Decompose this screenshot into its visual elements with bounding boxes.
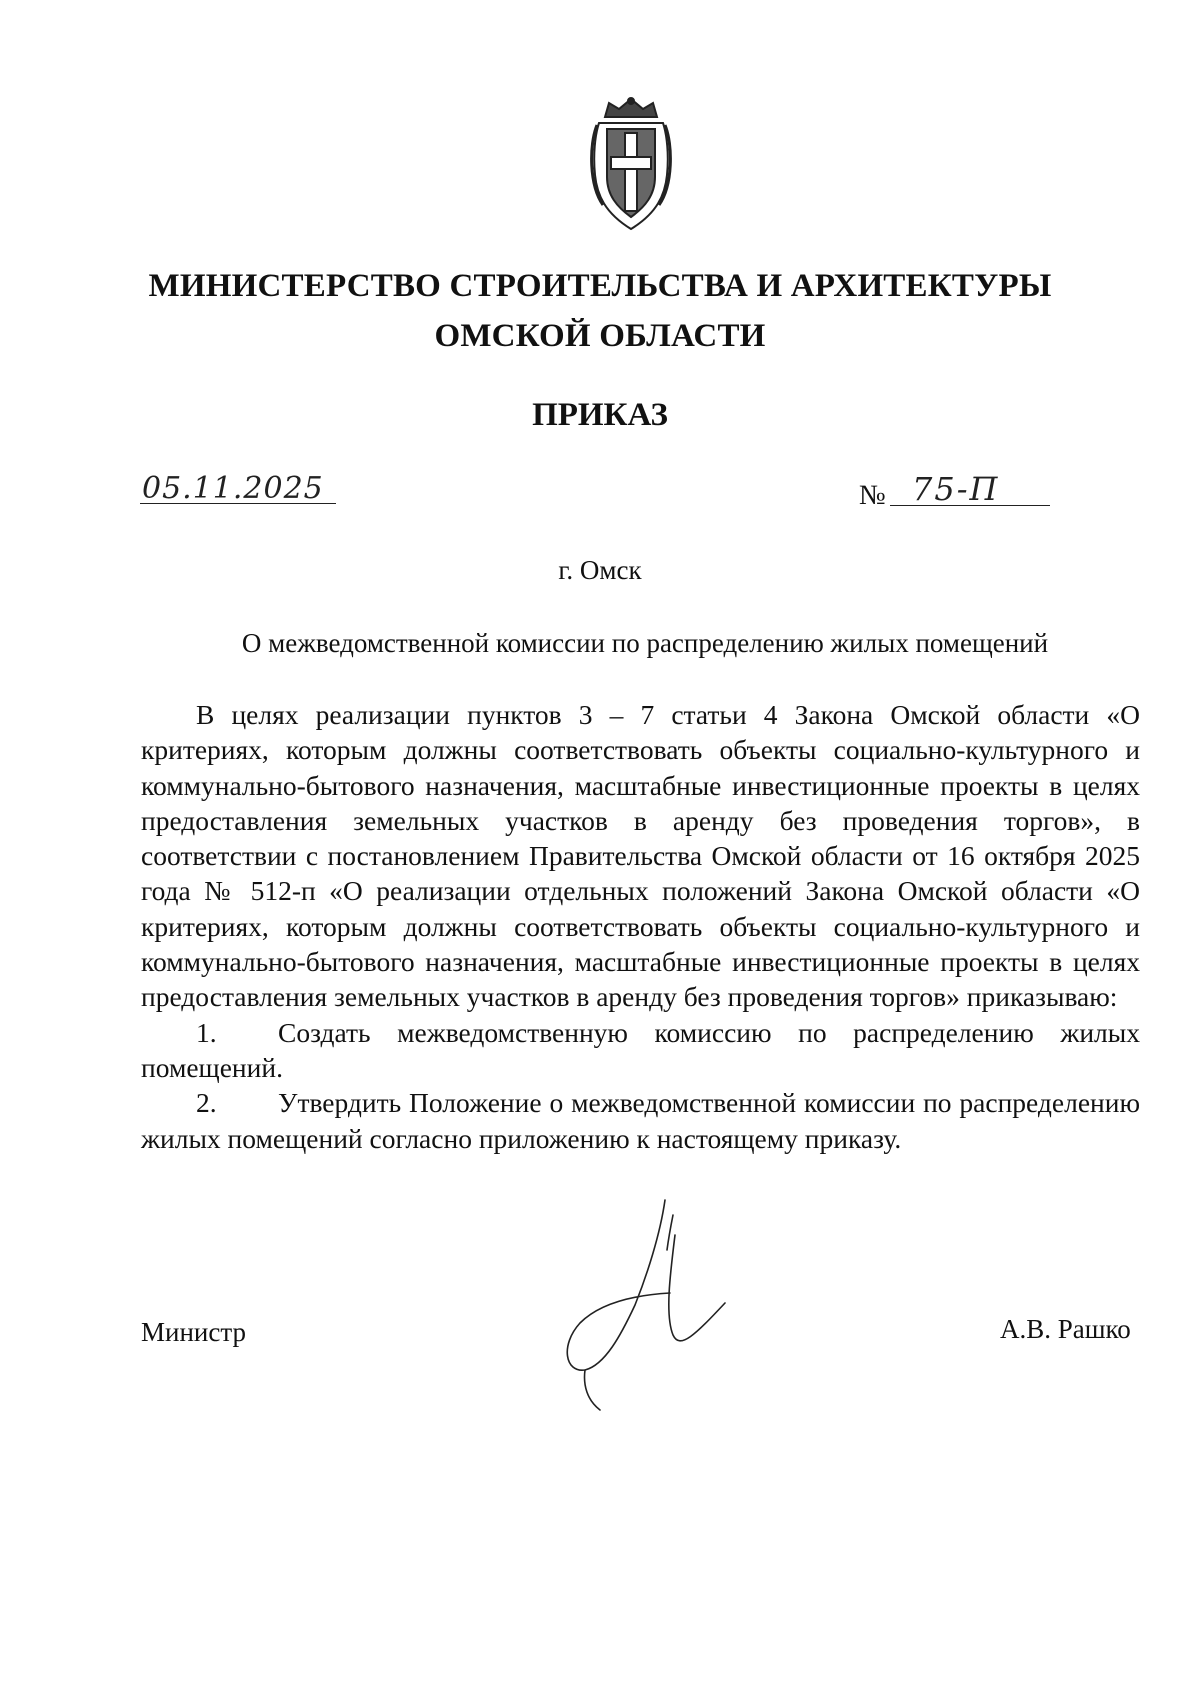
number-label: № (859, 480, 886, 511)
signatory-name: А.В. Рашко (1000, 1314, 1131, 1344)
number-underline (890, 505, 1050, 506)
coat-of-arms-icon (585, 95, 677, 235)
organization-name-line-1: МИНИСТЕРСТВО СТРОИТЕЛЬСТВА И АРХИТЕКТУРЫ (148, 268, 1052, 304)
document-body (141, 697, 1140, 1156)
item-number: 1. (196, 1016, 217, 1048)
signatory-title: Министр (141, 1317, 246, 1347)
preamble-paragraph: В целях реализации пунктов 3 – 7 статьи 4 Закона Омской области «О критериях, которым должны соответствовать объекты социально-культурного и коммунально-бытового назначения, масштабные инвестиционные проекты в целях предоставления земельных участков в аренду без проведения торгов», в соответствии с постановлением Правительства Омской области от 16 октября 2025 года № 512-п «О реализации отдельных положений Закона Омской области «О критериях, которым должны соответствовать объекты социально-культурного и коммунально-бытового назначения, масштабные инвестиционные проекты в целях предоставления земельных участков в аренду без проведения торгов» приказываю: (141, 699, 1140, 1013)
document-date: 05.11.2025 (142, 471, 324, 506)
document-number: 75-П (912, 470, 1000, 508)
item-number: 2. (196, 1087, 217, 1119)
date-underline (140, 503, 336, 504)
list-item-1 (141, 1015, 1140, 1086)
organization-name-line-2: ОМСКОЙ ОБЛАСТИ (434, 318, 766, 354)
handwritten-signature (555, 1195, 765, 1415)
item-text: Утвердить Положение о межведомственной комиссии по распределению жилых помещений согласно приложению к настоящему приказу. (141, 1087, 1140, 1154)
document-type: ПРИКАЗ (532, 397, 668, 433)
list-item-2 (141, 1085, 1140, 1156)
item-text: Создать межведомственную комиссию по распределению жилых помещений. (141, 1016, 1140, 1083)
city: г. Омск (558, 555, 642, 585)
document-subject: О межведомственной комиссии по распределению жилых помещений (241, 628, 1049, 658)
